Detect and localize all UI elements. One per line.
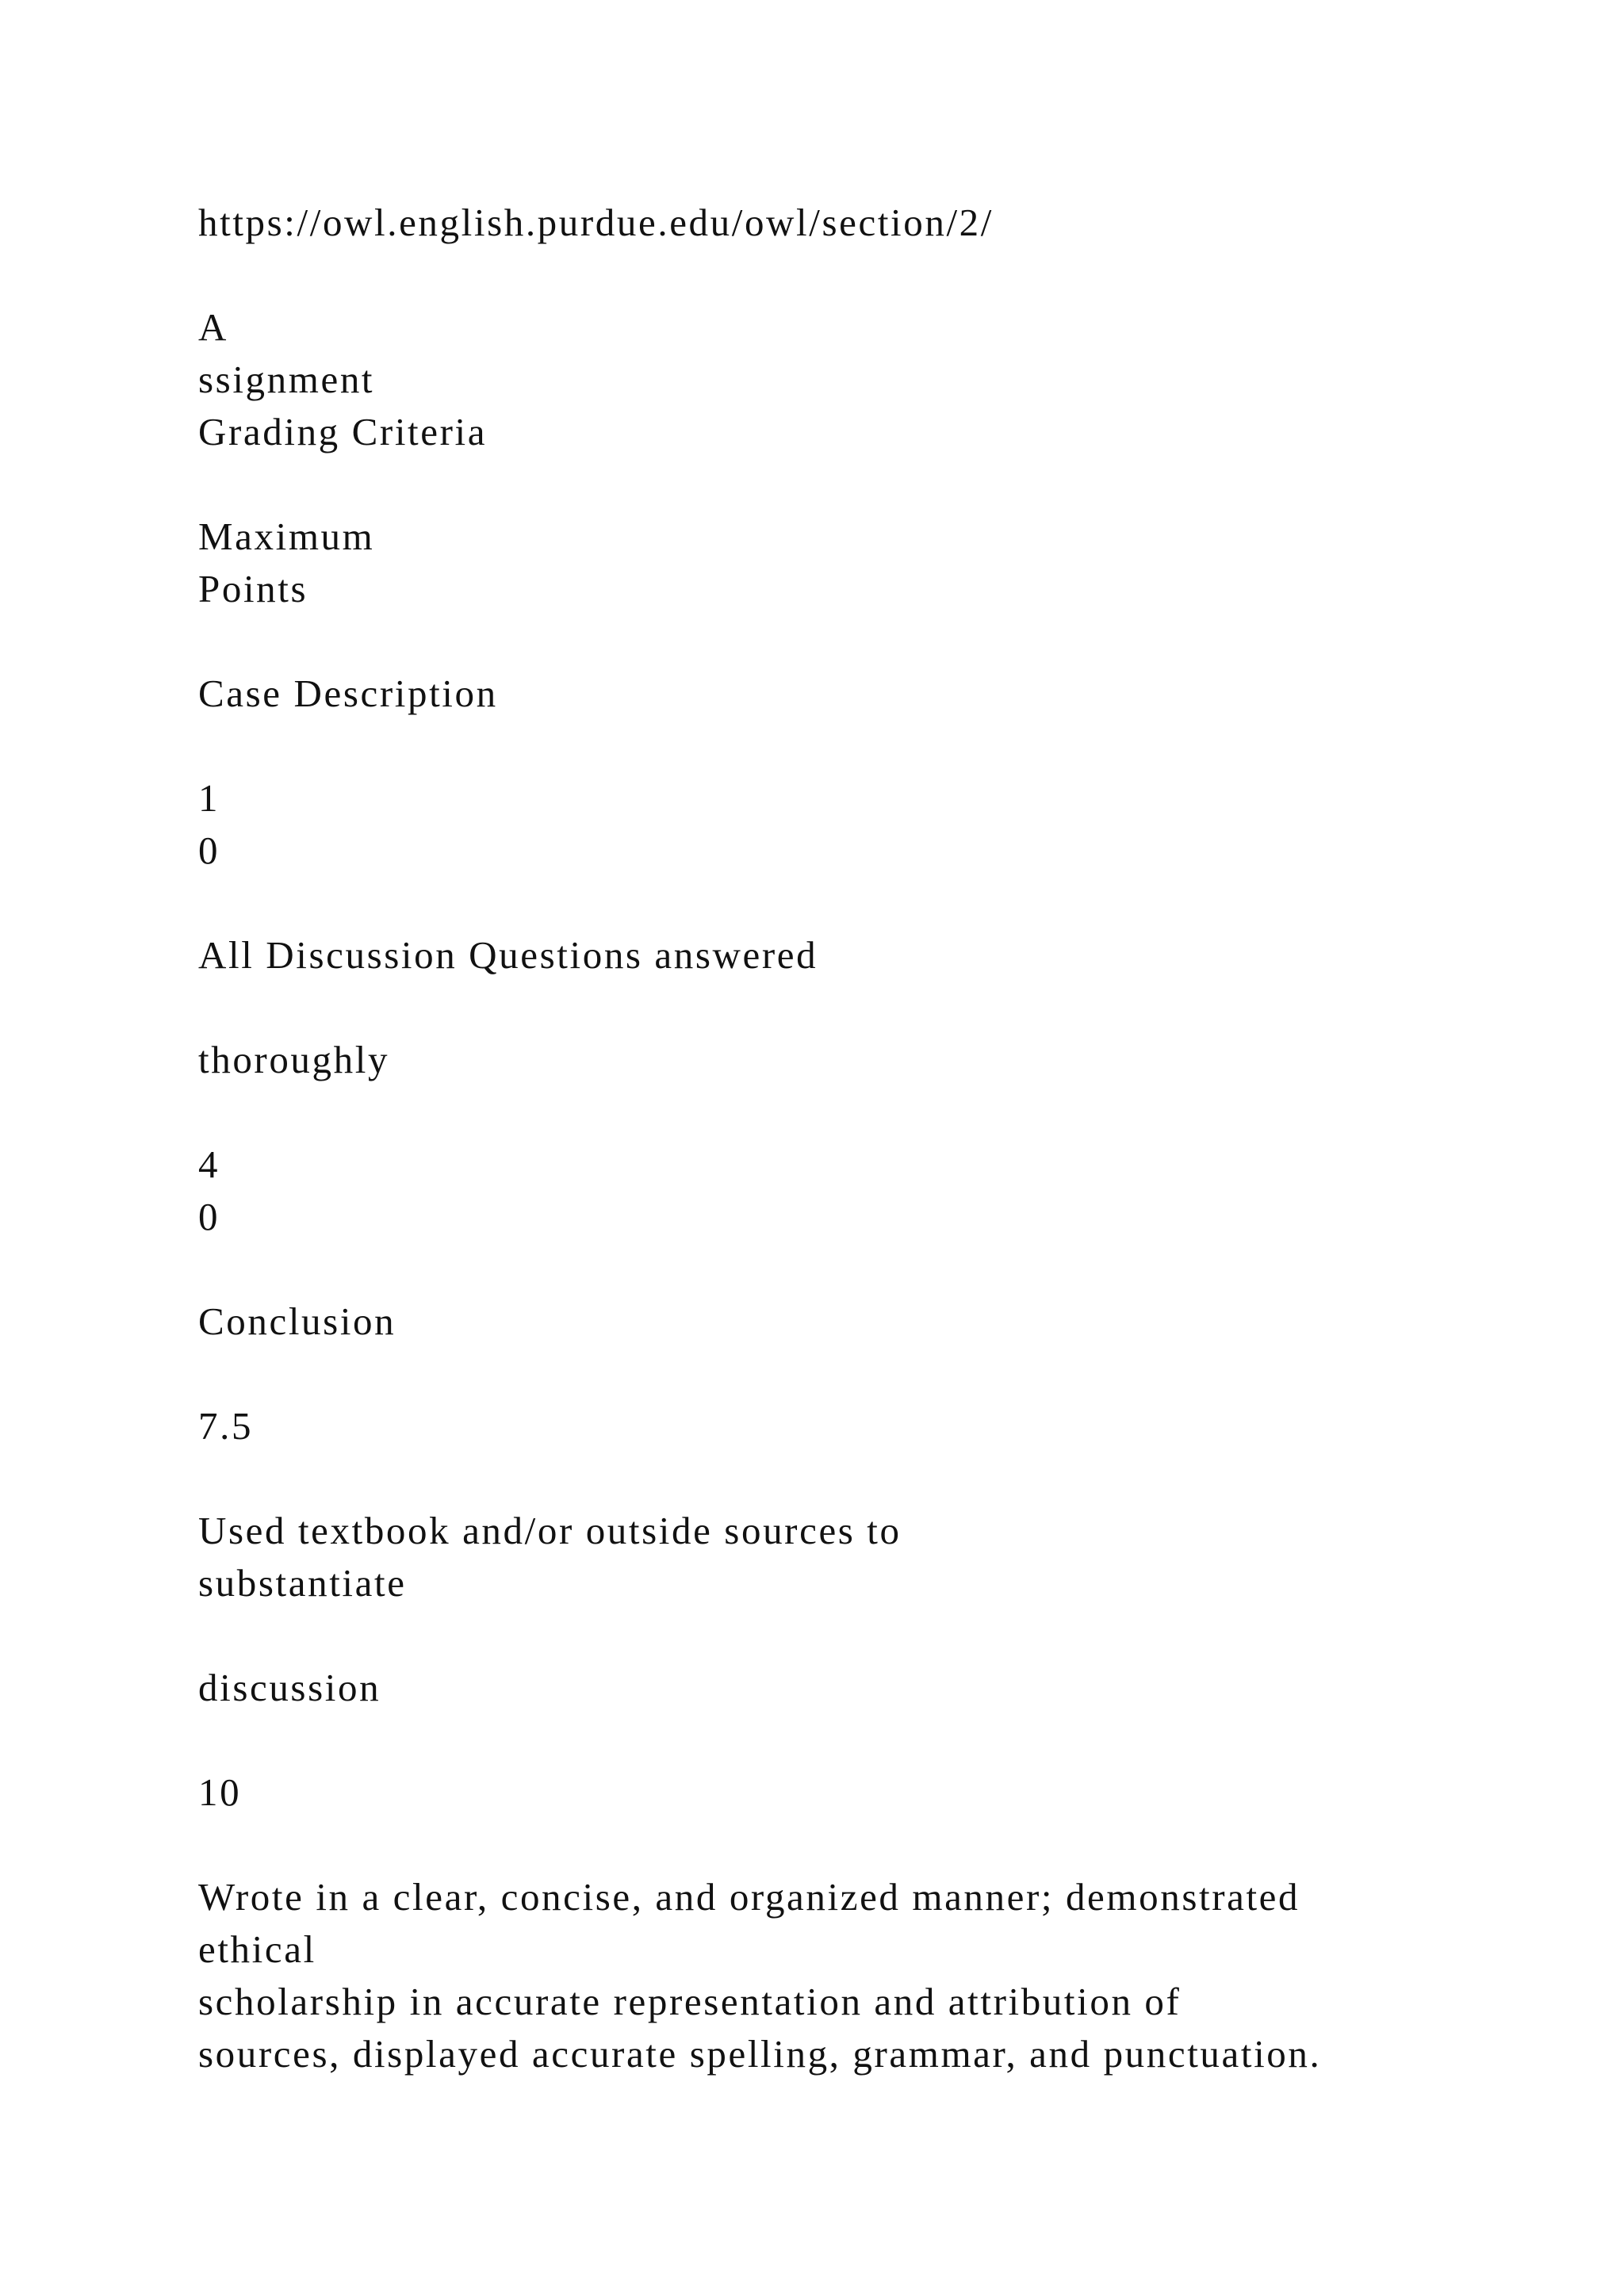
spacer: [198, 249, 1546, 301]
closing-line: ethical: [198, 1927, 316, 1971]
spacer: [198, 1086, 1546, 1138]
criterion-label: All Discussion Questions answered: [198, 933, 818, 977]
spacer: [198, 1243, 1546, 1295]
criterion-label: Case Description: [198, 672, 498, 715]
spacer: [198, 1452, 1546, 1505]
criterion-points: 10: [198, 1770, 242, 1814]
criterion-points: 4: [198, 1142, 220, 1186]
spacer: [198, 1819, 1546, 1871]
criterion-label: thoroughly: [198, 1038, 390, 1081]
spacer: [198, 615, 1546, 668]
spacer: [198, 982, 1546, 1034]
spacer: [198, 1348, 1546, 1400]
points-header-line-1: Maximum: [198, 515, 375, 558]
heading-line-1: A: [198, 305, 228, 349]
spacer: [198, 458, 1546, 511]
criterion-label: substantiate: [198, 1561, 407, 1605]
source-url: https://owl.english.purdue.edu/owl/section/2/: [198, 201, 994, 244]
closing-line: scholarship in accurate representation and attribution of: [198, 1980, 1182, 2023]
criterion-label: discussion: [198, 1666, 381, 1709]
heading-line-3: Grading Criteria: [198, 410, 488, 453]
spacer: [198, 720, 1546, 772]
points-header-line-2: Points: [198, 567, 308, 610]
heading-line-2: ssignment: [198, 358, 375, 401]
criterion-points: 0: [198, 828, 220, 872]
criterion-points: 1: [198, 776, 220, 820]
criterion-points: 7.5: [198, 1404, 254, 1448]
criterion-label: Used textbook and/or outside sources to: [198, 1509, 902, 1552]
criterion-label: Conclusion: [198, 1299, 396, 1343]
spacer: [198, 1609, 1546, 1662]
closing-line: Wrote in a clear, concise, and organized manner; demonstrated: [198, 1875, 1300, 1919]
document-body: [198, 197, 1546, 2080]
spacer: [198, 1714, 1546, 1766]
closing-line: sources, displayed accurate spelling, grammar, and punctuation.: [198, 2032, 1322, 2076]
criterion-points: 0: [198, 1195, 220, 1238]
spacer: [198, 877, 1546, 929]
